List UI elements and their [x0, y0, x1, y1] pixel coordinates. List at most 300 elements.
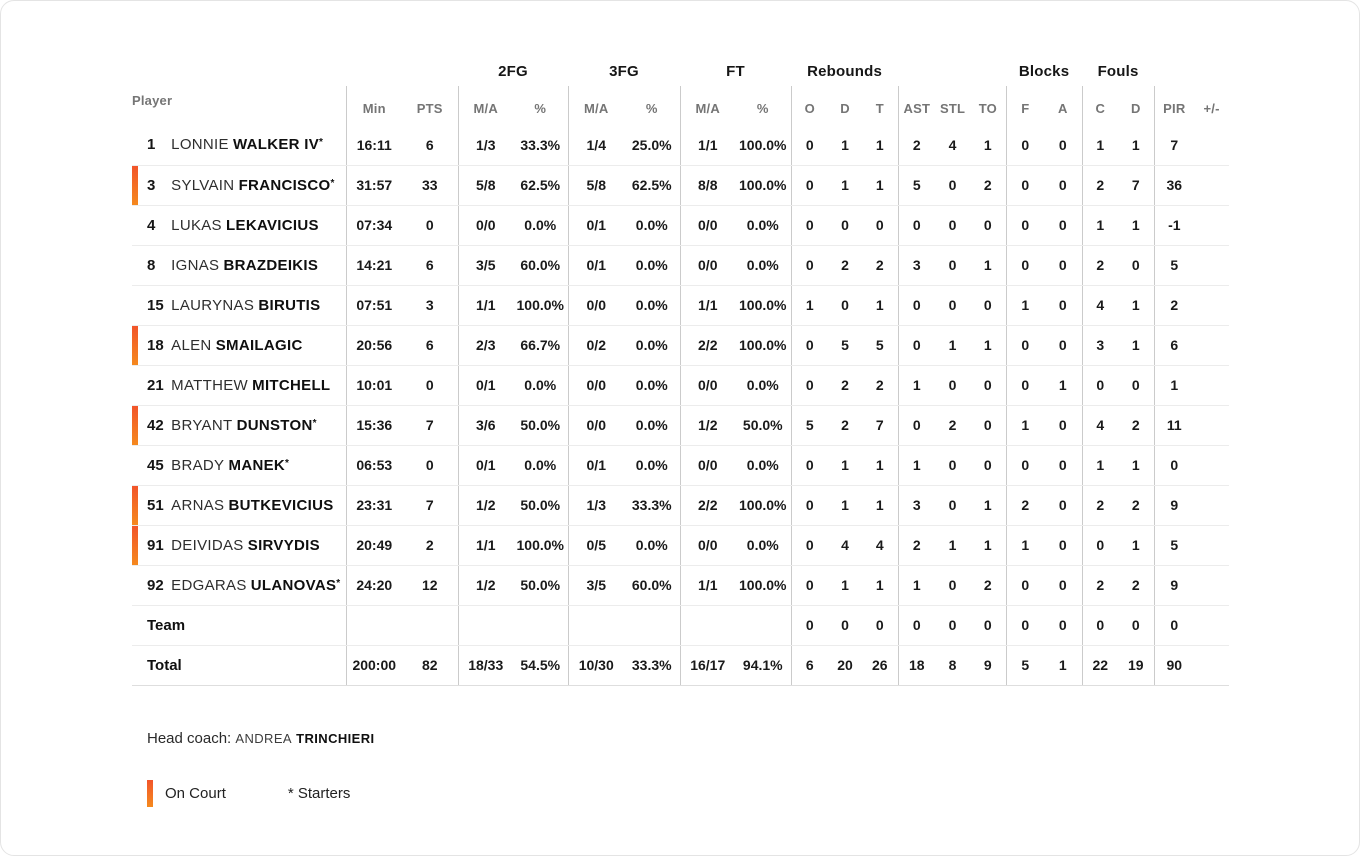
to-cell: 2	[970, 165, 1006, 205]
reb-t-cell: 0	[862, 205, 898, 245]
blk-f-cell: 1	[1006, 405, 1044, 445]
team-stl: 0	[935, 605, 970, 645]
head-coach-label: Head coach:	[147, 730, 232, 747]
pts-cell: 3	[402, 285, 458, 325]
3fg-ma-cell: 5/8	[568, 165, 624, 205]
foul-c-cell: 1	[1082, 205, 1118, 245]
player-name-cell[interactable]	[132, 565, 346, 605]
foul-d-cell: 2	[1118, 565, 1154, 605]
blk-f-cell: 0	[1006, 245, 1044, 285]
header-ft-pct: %	[756, 101, 769, 116]
3fg-ma-cell: 0/1	[568, 445, 624, 485]
ft-pct-cell: 0.0%	[735, 525, 791, 565]
ft-pct-cell: 100.0%	[735, 165, 791, 205]
on-court-indicator-swatch	[147, 780, 153, 807]
head-coach-line	[147, 730, 375, 747]
pts-cell: 33	[402, 165, 458, 205]
team-label-cell	[132, 605, 346, 645]
2fg-pct-cell: 0.0%	[513, 365, 568, 405]
pts-cell: 6	[402, 125, 458, 165]
pts-cell: 7	[402, 485, 458, 525]
2fg-ma-cell: 0/1	[458, 365, 513, 405]
pir-cell: 6	[1154, 325, 1194, 365]
reb-d-cell: 5	[828, 325, 862, 365]
3fg-ma-cell: 1/4	[568, 125, 624, 165]
starter-asterisk: *	[330, 177, 335, 189]
table-row	[132, 205, 1229, 245]
min-cell: 07:34	[346, 205, 402, 245]
3fg-pct-cell: 0.0%	[624, 445, 680, 485]
player-name-cell[interactable]	[132, 325, 346, 365]
starter-asterisk: *	[285, 457, 289, 469]
blk-f-cell: 2	[1006, 485, 1044, 525]
stl-cell: 1	[935, 525, 970, 565]
foul-d-cell: 0	[1118, 365, 1154, 405]
table-row	[132, 325, 1229, 365]
plusminus-cell	[1194, 245, 1229, 285]
foul-d-cell: 7	[1118, 165, 1154, 205]
on-court-bar	[132, 326, 138, 366]
foul-c-cell: 1	[1082, 125, 1118, 165]
player-number: 3	[147, 176, 156, 194]
2fg-ma-cell: 1/1	[458, 525, 513, 565]
foul-d-cell: 1	[1118, 445, 1154, 485]
2fg-ma-cell: 1/2	[458, 565, 513, 605]
total-2fg-ma: 18/33	[458, 645, 513, 685]
total-foul-c: 22	[1082, 645, 1118, 685]
header-2fg-pct: %	[534, 101, 547, 116]
plusminus-cell	[1194, 125, 1229, 165]
reb-t-cell: 4	[862, 525, 898, 565]
stl-cell: 0	[935, 485, 970, 525]
total-min: 200:00	[346, 645, 402, 685]
pir-cell: 7	[1154, 125, 1194, 165]
3fg-pct-cell: 0.0%	[624, 405, 680, 445]
foul-c-cell: 1	[1082, 445, 1118, 485]
player-name-cell[interactable]	[132, 405, 346, 445]
blk-a-cell: 0	[1044, 125, 1082, 165]
header-min: Min	[346, 86, 402, 125]
total-ast: 18	[898, 645, 935, 685]
header-3fg-pct: %	[645, 101, 658, 116]
pir-cell: 2	[1154, 285, 1194, 325]
blk-a-cell: 0	[1044, 285, 1082, 325]
player-name-cell[interactable]	[132, 485, 346, 525]
stat-group-header-row	[132, 56, 1229, 86]
team-row	[132, 605, 1229, 645]
starter-asterisk: *	[336, 577, 341, 589]
foul-c-cell: 2	[1082, 485, 1118, 525]
pts-cell: 0	[402, 205, 458, 245]
foul-d-cell: 1	[1118, 325, 1154, 365]
team-reb-d: 0	[828, 605, 862, 645]
ft-ma-cell: 8/8	[680, 165, 735, 205]
foul-d-cell: 1	[1118, 285, 1154, 325]
ft-ma-cell: 0/0	[680, 525, 735, 565]
to-cell: 0	[970, 445, 1006, 485]
3fg-pct-cell: 60.0%	[624, 565, 680, 605]
stl-cell: 0	[935, 285, 970, 325]
foul-c-cell: 0	[1082, 365, 1118, 405]
blk-a-cell: 0	[1044, 205, 1082, 245]
stl-cell: 0	[935, 365, 970, 405]
player-name-cell[interactable]	[132, 245, 346, 285]
group-3fg: 3FG	[609, 62, 639, 80]
reb-o-cell: 5	[791, 405, 828, 445]
3fg-ma-cell: 0/5	[568, 525, 624, 565]
plusminus-cell	[1194, 485, 1229, 525]
pir-cell: -1	[1154, 205, 1194, 245]
reb-o-cell: 1	[791, 285, 828, 325]
reb-o-cell: 0	[791, 525, 828, 565]
team-blk-f: 0	[1006, 605, 1044, 645]
legend-starters-label: * Starters	[287, 785, 351, 802]
blk-a-cell: 0	[1044, 165, 1082, 205]
ft-pct-cell: 100.0%	[735, 565, 791, 605]
min-cell: 24:20	[346, 565, 402, 605]
pir-cell: 9	[1154, 485, 1194, 525]
player-last-name: LEKAVICIUS	[226, 216, 319, 234]
blk-a-cell: 0	[1044, 245, 1082, 285]
ast-cell: 0	[898, 325, 935, 365]
table-row	[132, 125, 1229, 165]
plusminus-cell	[1194, 165, 1229, 205]
total-label: Total	[147, 656, 182, 674]
reb-o-cell: 0	[791, 245, 828, 285]
ft-pct-cell: 0.0%	[735, 245, 791, 285]
2fg-ma-cell: 1/1	[458, 285, 513, 325]
ft-ma-cell: 0/0	[680, 365, 735, 405]
player-number: 45	[147, 456, 164, 474]
blk-a-cell: 0	[1044, 485, 1082, 525]
player-first-name: LONNIE	[171, 136, 229, 154]
ft-pct-cell: 0.0%	[735, 205, 791, 245]
ast-cell: 1	[898, 365, 935, 405]
reb-d-cell: 0	[828, 205, 862, 245]
stl-cell: 4	[935, 125, 970, 165]
foul-d-cell: 1	[1118, 525, 1154, 565]
player-number: 21	[147, 376, 164, 394]
pts-cell: 0	[402, 445, 458, 485]
blk-f-cell: 1	[1006, 525, 1044, 565]
stl-cell: 0	[935, 165, 970, 205]
reb-o-cell: 0	[791, 325, 828, 365]
player-name-cell[interactable]	[132, 285, 346, 325]
to-cell: 0	[970, 285, 1006, 325]
table-row	[132, 285, 1229, 325]
group-ft: FT	[726, 62, 745, 80]
player-first-name: MATTHEW	[171, 376, 248, 394]
group-fouls: Fouls	[1097, 62, 1139, 80]
plusminus-cell	[1194, 445, 1229, 485]
3fg-pct-cell: 0.0%	[624, 285, 680, 325]
min-cell: 31:57	[346, 165, 402, 205]
blk-f-cell: 1	[1006, 285, 1044, 325]
ft-ma-cell: 0/0	[680, 205, 735, 245]
ft-ma-cell: 2/2	[680, 485, 735, 525]
player-last-name: SMAILAGIC	[215, 336, 303, 354]
3fg-pct-cell: 0.0%	[624, 205, 680, 245]
reb-t-cell: 1	[862, 285, 898, 325]
total-2fg-pct: 54.5%	[513, 645, 568, 685]
blk-a-cell: 1	[1044, 365, 1082, 405]
player-last-name: WALKER IV	[233, 136, 320, 154]
blk-f-cell: 0	[1006, 325, 1044, 365]
3fg-ma-cell: 0/0	[568, 285, 624, 325]
reb-o-cell: 0	[791, 365, 828, 405]
reb-d-cell: 0	[828, 285, 862, 325]
min-cell: 23:31	[346, 485, 402, 525]
2fg-pct-cell: 0.0%	[513, 445, 568, 485]
total-blk-f: 5	[1006, 645, 1044, 685]
total-label-cell	[132, 645, 346, 685]
table-body	[132, 125, 1229, 605]
ft-pct-cell: 50.0%	[735, 405, 791, 445]
header-blk-a: A	[1058, 101, 1068, 116]
player-name-cell[interactable]	[132, 165, 346, 205]
player-last-name: DUNSTON	[236, 416, 313, 434]
reb-d-cell: 1	[828, 165, 862, 205]
column-header-row	[132, 86, 1229, 125]
foul-c-cell: 4	[1082, 285, 1118, 325]
reb-o-cell: 0	[791, 165, 828, 205]
2fg-pct-cell: 66.7%	[513, 325, 568, 365]
header-plusminus: +/-	[1203, 101, 1220, 116]
3fg-ma-cell: 0/0	[568, 405, 624, 445]
blk-a-cell: 0	[1044, 405, 1082, 445]
header-reb-t: T	[875, 101, 884, 116]
total-foul-d: 19	[1118, 645, 1154, 685]
stl-cell: 0	[935, 445, 970, 485]
player-number: 51	[147, 496, 164, 514]
ft-ma-cell: 2/2	[680, 325, 735, 365]
3fg-ma-cell: 0/1	[568, 205, 624, 245]
ast-cell: 0	[898, 205, 935, 245]
header-foul-c: C	[1082, 86, 1118, 125]
foul-c-cell: 2	[1082, 565, 1118, 605]
player-first-name: LAURYNAS	[171, 296, 255, 314]
ft-ma-cell: 0/0	[680, 245, 735, 285]
blk-a-cell: 0	[1044, 565, 1082, 605]
pir-cell: 36	[1154, 165, 1194, 205]
player-name-cell[interactable]	[132, 525, 346, 565]
ast-cell: 0	[898, 405, 935, 445]
pts-cell: 6	[402, 245, 458, 285]
3fg-ma-cell: 0/2	[568, 325, 624, 365]
on-court-bar	[132, 486, 138, 526]
foul-c-cell: 2	[1082, 245, 1118, 285]
min-cell: 20:49	[346, 525, 402, 565]
player-name-cell[interactable]	[132, 365, 346, 405]
min-cell: 07:51	[346, 285, 402, 325]
3fg-pct-cell: 0.0%	[624, 325, 680, 365]
reb-o-cell: 0	[791, 125, 828, 165]
ast-cell: 0	[898, 285, 935, 325]
3fg-ma-cell: 0/0	[568, 365, 624, 405]
reb-d-cell: 4	[828, 525, 862, 565]
ast-cell: 5	[898, 165, 935, 205]
2fg-pct-cell: 60.0%	[513, 245, 568, 285]
to-cell: 1	[970, 245, 1006, 285]
stl-cell: 1	[935, 325, 970, 365]
team-foul-d: 0	[1118, 605, 1154, 645]
header-to: TO	[978, 101, 997, 116]
header-pir: PIR	[1154, 86, 1194, 125]
player-last-name: MANEK	[228, 456, 286, 474]
reb-t-cell: 1	[862, 165, 898, 205]
header-3fg-ma: M/A	[568, 86, 624, 125]
ft-pct-cell: 0.0%	[735, 365, 791, 405]
player-first-name: DEIVIDAS	[171, 536, 244, 554]
reb-d-cell: 2	[828, 365, 862, 405]
ft-pct-cell: 100.0%	[735, 325, 791, 365]
player-number: 8	[147, 256, 156, 274]
on-court-bar	[132, 166, 138, 206]
reb-t-cell: 1	[862, 125, 898, 165]
total-row	[132, 645, 1229, 685]
plusminus-cell	[1194, 525, 1229, 565]
2fg-ma-cell: 0/0	[458, 205, 513, 245]
on-court-bar	[132, 406, 138, 446]
plusminus-cell	[1194, 565, 1229, 605]
foul-d-cell: 0	[1118, 245, 1154, 285]
2fg-ma-cell: 3/5	[458, 245, 513, 285]
player-first-name: LUKAS	[171, 216, 222, 234]
2fg-pct-cell: 33.3%	[513, 125, 568, 165]
blk-f-cell: 0	[1006, 445, 1044, 485]
team-ast: 0	[898, 605, 935, 645]
player-name-cell[interactable]	[132, 125, 346, 165]
blk-a-cell: 0	[1044, 525, 1082, 565]
pir-cell: 0	[1154, 445, 1194, 485]
reb-d-cell: 1	[828, 125, 862, 165]
header-stl: STL	[939, 101, 966, 116]
group-2fg: 2FG	[498, 62, 528, 80]
ft-pct-cell: 0.0%	[735, 445, 791, 485]
player-number: 1	[147, 136, 156, 154]
coach-first-name: ANDREA	[235, 731, 292, 746]
header-blk-f: F	[1006, 86, 1044, 125]
player-last-name: SIRVYDIS	[247, 536, 320, 554]
blk-f-cell: 0	[1006, 365, 1044, 405]
team-pir: 0	[1154, 605, 1194, 645]
total-blk-a: 1	[1044, 645, 1082, 685]
to-cell: 0	[970, 365, 1006, 405]
foul-c-cell: 0	[1082, 525, 1118, 565]
header-player: Player	[132, 93, 173, 108]
player-first-name: EDGARAS	[171, 576, 247, 594]
player-number: 42	[147, 416, 164, 434]
total-pts: 82	[402, 645, 458, 685]
blk-f-cell: 0	[1006, 125, 1044, 165]
plusminus-cell	[1194, 285, 1229, 325]
pir-cell: 5	[1154, 245, 1194, 285]
group-rebounds: Rebounds	[807, 62, 882, 80]
player-name-cell[interactable]	[132, 205, 346, 245]
reb-d-cell: 1	[828, 565, 862, 605]
foul-c-cell: 3	[1082, 325, 1118, 365]
total-to: 9	[970, 645, 1006, 685]
group-spacer	[1154, 56, 1229, 86]
blk-f-cell: 0	[1006, 165, 1044, 205]
2fg-ma-cell: 5/8	[458, 165, 513, 205]
2fg-pct-cell: 100.0%	[513, 285, 568, 325]
stl-cell: 0	[935, 205, 970, 245]
pts-cell: 6	[402, 325, 458, 365]
total-pir: 90	[1154, 645, 1194, 685]
min-cell: 16:11	[346, 125, 402, 165]
foul-c-cell: 4	[1082, 405, 1118, 445]
plusminus-cell	[1194, 205, 1229, 245]
to-cell: 1	[970, 325, 1006, 365]
table-row	[132, 365, 1229, 405]
foul-d-cell: 1	[1118, 125, 1154, 165]
to-cell: 0	[970, 405, 1006, 445]
ft-ma-cell: 1/2	[680, 405, 735, 445]
pts-cell: 2	[402, 525, 458, 565]
2fg-ma-cell: 3/6	[458, 405, 513, 445]
reb-d-cell: 2	[828, 405, 862, 445]
player-first-name: BRYANT	[171, 416, 233, 434]
total-ft-pct: 94.1%	[735, 645, 791, 685]
pir-cell: 5	[1154, 525, 1194, 565]
min-cell: 20:56	[346, 325, 402, 365]
blk-f-cell: 0	[1006, 565, 1044, 605]
player-first-name: SYLVAIN	[171, 176, 235, 194]
blk-f-cell: 0	[1006, 205, 1044, 245]
header-foul-d: D	[1131, 101, 1141, 116]
player-name-cell[interactable]	[132, 445, 346, 485]
reb-t-cell: 7	[862, 405, 898, 445]
3fg-pct-cell: 33.3%	[624, 485, 680, 525]
foul-d-cell: 2	[1118, 485, 1154, 525]
2fg-ma-cell: 1/3	[458, 125, 513, 165]
ft-pct-cell: 100.0%	[735, 285, 791, 325]
header-reb-o: O	[791, 86, 828, 125]
reb-t-cell: 5	[862, 325, 898, 365]
3fg-pct-cell: 62.5%	[624, 165, 680, 205]
reb-o-cell: 0	[791, 485, 828, 525]
total-reb-t: 26	[862, 645, 898, 685]
stl-cell: 0	[935, 245, 970, 285]
ft-ma-cell: 1/1	[680, 565, 735, 605]
blk-a-cell: 0	[1044, 325, 1082, 365]
reb-t-cell: 2	[862, 365, 898, 405]
3fg-pct-cell: 0.0%	[624, 245, 680, 285]
ast-cell: 3	[898, 485, 935, 525]
team-label: Team	[147, 616, 186, 634]
3fg-ma-cell: 0/1	[568, 245, 624, 285]
plusminus-cell	[1194, 405, 1229, 445]
min-cell: 15:36	[346, 405, 402, 445]
to-cell: 1	[970, 485, 1006, 525]
pts-cell: 12	[402, 565, 458, 605]
3fg-pct-cell: 0.0%	[624, 365, 680, 405]
2fg-ma-cell: 0/1	[458, 445, 513, 485]
to-cell: 2	[970, 565, 1006, 605]
ast-cell: 1	[898, 565, 935, 605]
player-number: 18	[147, 336, 164, 354]
to-cell: 1	[970, 125, 1006, 165]
team-blk-a: 0	[1044, 605, 1082, 645]
table-row	[132, 405, 1229, 445]
player-first-name: BRADY	[171, 456, 225, 474]
player-first-name: ALEN	[171, 336, 212, 354]
player-first-name: ARNAS	[171, 496, 225, 514]
legend	[147, 780, 350, 807]
ast-cell: 2	[898, 125, 935, 165]
table-row	[132, 525, 1229, 565]
